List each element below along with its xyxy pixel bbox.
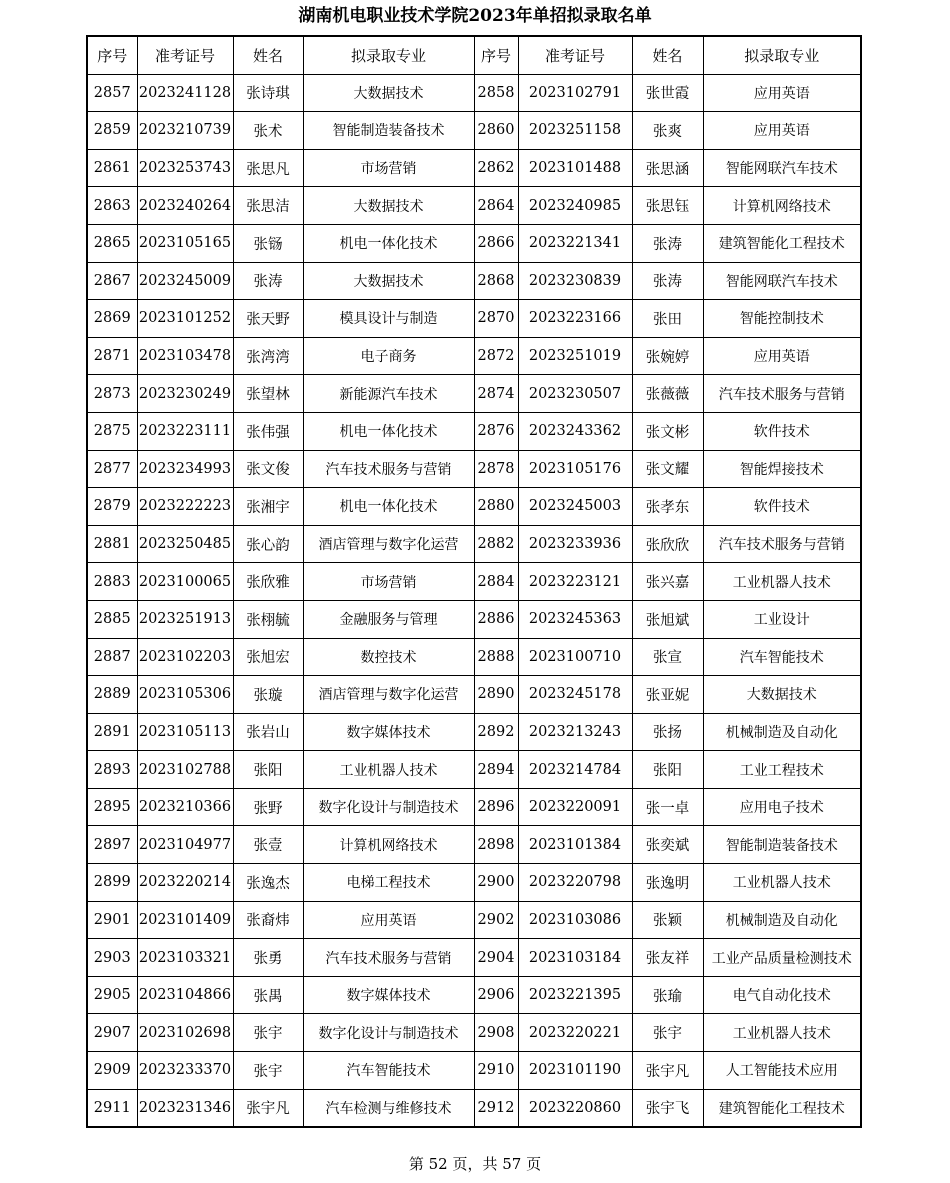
cell-name: 张兴嘉 (632, 563, 703, 601)
cell-name: 张旭斌 (632, 600, 703, 638)
cell-seq: 2879 (87, 488, 137, 526)
table-row (87, 525, 861, 563)
cell-name: 张逸明 (632, 864, 703, 902)
cell-exam-id: 2023213243 (518, 713, 632, 751)
table-body (87, 74, 861, 1127)
cell-major: 工业工程技术 (703, 751, 861, 789)
cell-major: 计算机网络技术 (303, 826, 474, 864)
cell-exam-id: 2023230839 (518, 262, 632, 300)
cell-exam-id: 2023221395 (518, 976, 632, 1014)
table-row (87, 563, 861, 601)
cell-name: 张奕斌 (632, 826, 703, 864)
cell-name: 张湾湾 (233, 337, 303, 375)
cell-major: 智能网联汽车技术 (703, 149, 861, 187)
cell-major: 大数据技术 (303, 262, 474, 300)
cell-seq: 2889 (87, 676, 137, 714)
cell-major: 酒店管理与数字化运营 (303, 525, 474, 563)
table-row (87, 1014, 861, 1052)
cell-major: 汽车检测与维修技术 (303, 1089, 474, 1127)
cell-seq: 2857 (87, 74, 137, 112)
cell-seq: 2903 (87, 939, 137, 977)
cell-exam-id: 2023101384 (518, 826, 632, 864)
cell-exam-id: 2023210739 (137, 112, 233, 150)
cell-name: 张天野 (233, 300, 303, 338)
cell-name: 张世霞 (632, 74, 703, 112)
cell-seq: 2858 (474, 74, 518, 112)
header-seq: 序号 (474, 36, 518, 74)
cell-exam-id: 2023104866 (137, 976, 233, 1014)
cell-name: 张禺 (233, 976, 303, 1014)
cell-major: 应用英语 (303, 901, 474, 939)
cell-exam-id: 2023101252 (137, 300, 233, 338)
cell-seq: 2904 (474, 939, 518, 977)
cell-name: 张裔炜 (233, 901, 303, 939)
cell-major: 机电一体化技术 (303, 488, 474, 526)
cell-name: 张思涵 (632, 149, 703, 187)
cell-seq: 2863 (87, 187, 137, 225)
cell-major: 机电一体化技术 (303, 224, 474, 262)
cell-seq: 2907 (87, 1014, 137, 1052)
cell-seq: 2873 (87, 375, 137, 413)
cell-name: 张湘宇 (233, 488, 303, 526)
cell-exam-id: 2023101190 (518, 1052, 632, 1090)
document-title: 湖南机电职业技术学院2023年单招拟录取名单 (298, 6, 652, 26)
cell-name: 张文耀 (632, 450, 703, 488)
cell-name: 张涛 (632, 262, 703, 300)
cell-name: 张铴 (233, 224, 303, 262)
table-row (87, 976, 861, 1014)
cell-exam-id: 2023101488 (518, 149, 632, 187)
table-row (87, 375, 861, 413)
cell-major: 电气自动化技术 (703, 976, 861, 1014)
cell-name: 张璇 (233, 676, 303, 714)
table-row (87, 713, 861, 751)
cell-name: 张逸杰 (233, 864, 303, 902)
table-row (87, 788, 861, 826)
table-row (87, 676, 861, 714)
cell-seq: 2886 (474, 600, 518, 638)
cell-exam-id: 2023105306 (137, 676, 233, 714)
cell-name: 张阳 (233, 751, 303, 789)
cell-exam-id: 2023245003 (518, 488, 632, 526)
cell-major: 数字化设计与制造技术 (303, 1014, 474, 1052)
cell-name: 张栩毓 (233, 600, 303, 638)
cell-exam-id: 2023102698 (137, 1014, 233, 1052)
cell-name: 张勇 (233, 939, 303, 977)
cell-seq: 2909 (87, 1052, 137, 1090)
cell-major: 软件技术 (703, 412, 861, 450)
cell-major: 应用电子技术 (703, 788, 861, 826)
cell-name: 张一卓 (632, 788, 703, 826)
cell-name: 张伟强 (233, 412, 303, 450)
table-row (87, 1089, 861, 1127)
cell-name: 张望林 (233, 375, 303, 413)
cell-seq: 2899 (87, 864, 137, 902)
cell-name: 张欣欣 (632, 525, 703, 563)
cell-exam-id: 2023240985 (518, 187, 632, 225)
header-seq: 序号 (87, 36, 137, 74)
cell-major: 模具设计与制造 (303, 300, 474, 338)
cell-exam-id: 2023104977 (137, 826, 233, 864)
cell-exam-id: 2023102203 (137, 638, 233, 676)
cell-major: 电子商务 (303, 337, 474, 375)
header-name: 姓名 (233, 36, 303, 74)
cell-name: 张岩山 (233, 713, 303, 751)
cell-exam-id: 2023223166 (518, 300, 632, 338)
cell-major: 工业产品质量检测技术 (703, 939, 861, 977)
cell-exam-id: 2023245009 (137, 262, 233, 300)
cell-name: 张瑜 (632, 976, 703, 1014)
cell-exam-id: 2023230249 (137, 375, 233, 413)
cell-major: 智能控制技术 (703, 300, 861, 338)
table-header (87, 36, 861, 74)
cell-name: 张思钰 (632, 187, 703, 225)
cell-name: 张婉婷 (632, 337, 703, 375)
cell-exam-id: 2023223121 (518, 563, 632, 601)
cell-name: 张思凡 (233, 149, 303, 187)
cell-seq: 2901 (87, 901, 137, 939)
cell-seq: 2878 (474, 450, 518, 488)
cell-exam-id: 2023103086 (518, 901, 632, 939)
cell-name: 张心韵 (233, 525, 303, 563)
cell-name: 张术 (233, 112, 303, 150)
cell-major: 市场营销 (303, 563, 474, 601)
cell-seq: 2871 (87, 337, 137, 375)
cell-major: 工业机器人技术 (703, 1014, 861, 1052)
cell-exam-id: 2023241128 (137, 74, 233, 112)
cell-major: 建筑智能化工程技术 (703, 1089, 861, 1127)
cell-major: 应用英语 (703, 74, 861, 112)
cell-seq: 2911 (87, 1089, 137, 1127)
cell-seq: 2864 (474, 187, 518, 225)
table-row (87, 300, 861, 338)
cell-major: 人工智能技术应用 (703, 1052, 861, 1090)
cell-name: 张涛 (632, 224, 703, 262)
table-row (87, 450, 861, 488)
cell-exam-id: 2023222223 (137, 488, 233, 526)
cell-seq: 2868 (474, 262, 518, 300)
cell-name: 张亚妮 (632, 676, 703, 714)
cell-name: 张宣 (632, 638, 703, 676)
header-major: 拟录取专业 (303, 36, 474, 74)
cell-seq: 2859 (87, 112, 137, 150)
cell-name: 张文彬 (632, 412, 703, 450)
cell-name: 张宇飞 (632, 1089, 703, 1127)
cell-exam-id: 2023233936 (518, 525, 632, 563)
cell-exam-id: 2023100710 (518, 638, 632, 676)
cell-name: 张友祥 (632, 939, 703, 977)
cell-seq: 2893 (87, 751, 137, 789)
table-row (87, 939, 861, 977)
cell-major: 工业机器人技术 (703, 563, 861, 601)
cell-exam-id: 2023105176 (518, 450, 632, 488)
cell-major: 机电一体化技术 (303, 412, 474, 450)
cell-seq: 2869 (87, 300, 137, 338)
cell-exam-id: 2023220221 (518, 1014, 632, 1052)
cell-major: 电梯工程技术 (303, 864, 474, 902)
cell-seq: 2895 (87, 788, 137, 826)
cell-name: 张宇 (233, 1052, 303, 1090)
page-footer: 第 52 页，共 57 页 (408, 1155, 542, 1173)
cell-major: 数字媒体技术 (303, 976, 474, 1014)
cell-seq: 2905 (87, 976, 137, 1014)
cell-seq: 2877 (87, 450, 137, 488)
table-row (87, 262, 861, 300)
cell-exam-id: 2023245178 (518, 676, 632, 714)
cell-seq: 2867 (87, 262, 137, 300)
cell-seq: 2883 (87, 563, 137, 601)
cell-major: 智能焊接技术 (703, 450, 861, 488)
cell-exam-id: 2023103478 (137, 337, 233, 375)
cell-name: 张爽 (632, 112, 703, 150)
cell-exam-id: 2023210366 (137, 788, 233, 826)
cell-seq: 2906 (474, 976, 518, 1014)
cell-exam-id: 2023105113 (137, 713, 233, 751)
cell-name: 张宇 (233, 1014, 303, 1052)
cell-seq: 2862 (474, 149, 518, 187)
cell-exam-id: 2023245363 (518, 600, 632, 638)
cell-major: 酒店管理与数字化运营 (303, 676, 474, 714)
cell-name: 张壹 (233, 826, 303, 864)
cell-exam-id: 2023102788 (137, 751, 233, 789)
cell-exam-id: 2023240264 (137, 187, 233, 225)
cell-major: 汽车技术服务与营销 (303, 939, 474, 977)
cell-exam-id: 2023230507 (518, 375, 632, 413)
cell-major: 新能源汽车技术 (303, 375, 474, 413)
cell-name: 张宇凡 (632, 1052, 703, 1090)
table-row (87, 412, 861, 450)
table-row (87, 901, 861, 939)
table-row (87, 600, 861, 638)
cell-seq: 2912 (474, 1089, 518, 1127)
cell-name: 张诗琪 (233, 74, 303, 112)
table-row (87, 488, 861, 526)
cell-seq: 2865 (87, 224, 137, 262)
cell-seq: 2900 (474, 864, 518, 902)
cell-seq: 2908 (474, 1014, 518, 1052)
cell-exam-id: 2023102791 (518, 74, 632, 112)
cell-major: 汽车技术服务与营销 (703, 525, 861, 563)
cell-major: 汽车智能技术 (303, 1052, 474, 1090)
table-row (87, 751, 861, 789)
table-row (87, 74, 861, 112)
header-major: 拟录取专业 (703, 36, 861, 74)
cell-seq: 2882 (474, 525, 518, 563)
cell-seq: 2891 (87, 713, 137, 751)
cell-exam-id: 2023231346 (137, 1089, 233, 1127)
cell-major: 大数据技术 (703, 676, 861, 714)
cell-major: 计算机网络技术 (703, 187, 861, 225)
cell-exam-id: 2023220091 (518, 788, 632, 826)
cell-seq: 2896 (474, 788, 518, 826)
cell-exam-id: 2023214784 (518, 751, 632, 789)
cell-major: 机械制造及自动化 (703, 713, 861, 751)
cell-name: 张欣雅 (233, 563, 303, 601)
cell-seq: 2884 (474, 563, 518, 601)
cell-exam-id: 2023223111 (137, 412, 233, 450)
cell-major: 金融服务与管理 (303, 600, 474, 638)
cell-major: 数字媒体技术 (303, 713, 474, 751)
cell-major: 大数据技术 (303, 187, 474, 225)
cell-name: 张宇 (632, 1014, 703, 1052)
cell-exam-id: 2023101409 (137, 901, 233, 939)
header-exam-id: 准考证号 (518, 36, 632, 74)
table-row (87, 149, 861, 187)
cell-seq: 2890 (474, 676, 518, 714)
table-row (87, 1052, 861, 1090)
cell-exam-id: 2023251019 (518, 337, 632, 375)
cell-name: 张文俊 (233, 450, 303, 488)
cell-name: 张田 (632, 300, 703, 338)
cell-name: 张宇凡 (233, 1089, 303, 1127)
cell-seq: 2861 (87, 149, 137, 187)
table-row (87, 337, 861, 375)
cell-exam-id: 2023221341 (518, 224, 632, 262)
cell-name: 张颖 (632, 901, 703, 939)
cell-seq: 2881 (87, 525, 137, 563)
cell-major: 智能网联汽车技术 (703, 262, 861, 300)
cell-exam-id: 2023251913 (137, 600, 233, 638)
cell-name: 张阳 (632, 751, 703, 789)
cell-exam-id: 2023253743 (137, 149, 233, 187)
cell-exam-id: 2023220860 (518, 1089, 632, 1127)
cell-major: 建筑智能化工程技术 (703, 224, 861, 262)
cell-seq: 2910 (474, 1052, 518, 1090)
cell-name: 张扬 (632, 713, 703, 751)
table-row (87, 638, 861, 676)
cell-major: 汽车技术服务与营销 (303, 450, 474, 488)
cell-major: 数字化设计与制造技术 (303, 788, 474, 826)
cell-name: 张孝东 (632, 488, 703, 526)
cell-exam-id: 2023243362 (518, 412, 632, 450)
cell-exam-id: 2023233370 (137, 1052, 233, 1090)
cell-name: 张涛 (233, 262, 303, 300)
cell-seq: 2876 (474, 412, 518, 450)
cell-exam-id: 2023220798 (518, 864, 632, 902)
cell-major: 汽车技术服务与营销 (703, 375, 861, 413)
cell-seq: 2872 (474, 337, 518, 375)
table-row (87, 224, 861, 262)
header-exam-id: 准考证号 (137, 36, 233, 74)
cell-exam-id: 2023105165 (137, 224, 233, 262)
cell-seq: 2866 (474, 224, 518, 262)
admission-table (86, 35, 862, 1128)
cell-major: 数控技术 (303, 638, 474, 676)
cell-seq: 2860 (474, 112, 518, 150)
table-row (87, 112, 861, 150)
cell-major: 软件技术 (703, 488, 861, 526)
table-row (87, 864, 861, 902)
cell-seq: 2874 (474, 375, 518, 413)
cell-seq: 2870 (474, 300, 518, 338)
cell-major: 工业机器人技术 (703, 864, 861, 902)
cell-major: 大数据技术 (303, 74, 474, 112)
cell-major: 智能制造装备技术 (703, 826, 861, 864)
cell-seq: 2902 (474, 901, 518, 939)
cell-seq: 2892 (474, 713, 518, 751)
cell-name: 张旭宏 (233, 638, 303, 676)
cell-major: 汽车智能技术 (703, 638, 861, 676)
cell-exam-id: 2023234993 (137, 450, 233, 488)
cell-exam-id: 2023100065 (137, 563, 233, 601)
cell-seq: 2897 (87, 826, 137, 864)
cell-seq: 2898 (474, 826, 518, 864)
cell-exam-id: 2023220214 (137, 864, 233, 902)
cell-exam-id: 2023103321 (137, 939, 233, 977)
cell-major: 应用英语 (703, 112, 861, 150)
cell-major: 工业机器人技术 (303, 751, 474, 789)
cell-exam-id: 2023103184 (518, 939, 632, 977)
header-name: 姓名 (632, 36, 703, 74)
cell-seq: 2880 (474, 488, 518, 526)
cell-name: 张薇薇 (632, 375, 703, 413)
table-row (87, 187, 861, 225)
cell-major: 应用英语 (703, 337, 861, 375)
cell-seq: 2888 (474, 638, 518, 676)
cell-exam-id: 2023251158 (518, 112, 632, 150)
cell-major: 市场营销 (303, 149, 474, 187)
cell-major: 智能制造装备技术 (303, 112, 474, 150)
table-row (87, 826, 861, 864)
header-row (87, 36, 861, 74)
cell-exam-id: 2023250485 (137, 525, 233, 563)
cell-name: 张思洁 (233, 187, 303, 225)
cell-seq: 2887 (87, 638, 137, 676)
cell-name: 张野 (233, 788, 303, 826)
cell-seq: 2885 (87, 600, 137, 638)
cell-major: 机械制造及自动化 (703, 901, 861, 939)
cell-seq: 2894 (474, 751, 518, 789)
cell-major: 工业设计 (703, 600, 861, 638)
cell-seq: 2875 (87, 412, 137, 450)
